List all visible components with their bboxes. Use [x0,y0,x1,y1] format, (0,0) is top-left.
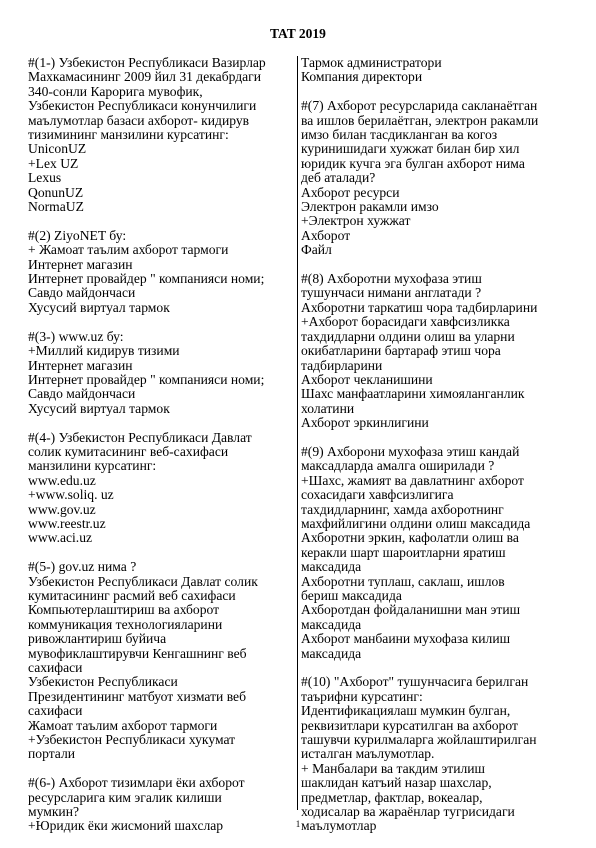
left-column [28,56,296,848]
text-line: имзо билан тасдикланган ва когоз [301,127,498,143]
question-line: #(4-) Узбекистон Республикаси Давлат [28,429,252,445]
text-line: сахифаси [28,703,83,719]
text-line: ресурсларига ким эгалик килиши [28,789,222,805]
text-line: Ахборотни туплаш, саклаш, ишлов [301,573,505,589]
text-line: NormaUZ [28,199,84,215]
text-line: +Миллий кидирув тизими [28,343,180,359]
text-line: максадларда амалга оширилади ? [301,458,495,474]
text-line: +Узбекистон Республикаси хукумат [28,732,236,748]
question-block [28,560,296,762]
text-line: керакли шарт шароитларни яратиш [301,544,506,560]
text-line: QonunUZ [28,184,84,200]
text-line: Ахборот чекланишини [301,371,433,387]
text-line: Ахборотдан фойдаланишни ман этиш [301,602,521,618]
text-line: бериш максадида [301,587,402,603]
text-line: Шахс манфаатларини химояланганлик [301,386,525,402]
text-line: +Электрон хужжат [301,213,411,229]
text-line: Ахборотни эркин, кафолатли олиш ва [301,530,519,546]
question-block [28,56,296,214]
text-line: шаклидан катъий назар шахслар, [301,775,492,791]
text-line: Файл [301,242,332,258]
text-line: максадида [301,559,362,575]
text-line: реквизитлари курсатилган ва ахборот [301,717,518,733]
text-line: Президентининг матбуот хизмати веб [28,688,246,704]
text-line: +Lex UZ [28,155,79,171]
text-line: куринишидаги хужжат билан бир хил [301,141,520,157]
text-line: Узбекистон Республикаси Давлат солик [28,573,258,589]
text-line: Савдо майдончаси [28,386,136,402]
text-line: Электрон ракамли имзо [301,199,439,215]
text-line: Махкамасининг 2009 йил 31 декабрдаги [28,69,262,85]
question-block [301,99,577,257]
text-line: холатини [301,400,355,416]
text-line: исталган маълумотлар. [301,746,435,762]
text-line: www.edu.uz [28,472,96,488]
text-line: маълумотлар [301,818,377,834]
text-line: www.aci.uz [28,530,93,546]
text-line: Ахборотни таркатиш чора тадбирларини [301,299,538,315]
text-line: кумитасининг расмий веб сахифаси [28,587,236,603]
text-line: Ахборот манбаини мухофаза килиш [301,631,511,647]
question-line: #(3-) www.uz бу: [28,328,124,344]
text-line: + Манбалари ва такдим этилиш [301,760,486,776]
text-line: ривожлантириш буйича [28,631,167,647]
text-line: максадида [301,616,362,632]
text-line: Компания директори [301,69,423,85]
text-line: портали [28,746,76,762]
text-line: максадида [301,645,362,661]
question-block [28,330,296,416]
question-line: #(10) "Ахборот" тушунчасига берилган [301,674,529,690]
text-line: ходисалар ва жараёнлар тугрисидаги [301,804,515,820]
question-line: #(2) ZiyoNET бу: [28,227,127,243]
text-line: Савдо майдончаси [28,285,136,301]
text-line: тушунчаси нимани англатади ? [301,285,482,301]
question-block [301,56,577,85]
column-divider [297,56,298,810]
right-column [301,56,577,848]
text-line: мувофиклаштирувчи Кенгашнинг веб [28,645,247,661]
text-line: сохасидаги хавфсизлигига [301,487,454,503]
text-line: тизимининг манзилини курсатинг: [28,127,229,143]
text-line: тадбирларини [301,357,383,373]
text-line: Узбекистон Республикаси [28,674,178,690]
text-line: Lexus [28,170,62,186]
question-block [28,431,296,546]
text-line: тахдидларнинг, хамда ахборотнинг [301,501,504,517]
page-title: TAT 2019 [270,26,326,41]
text-line: Хусусий виртуал тармок [28,400,170,416]
text-line: Интернет магазин [28,256,133,272]
text-line: солик кумитасининг веб-сахифаси [28,443,229,459]
text-line: окибатларини бартараф этиш чора [301,343,501,359]
text-line: www.reestr.uz [28,515,106,531]
text-line: сахифаси [28,660,83,675]
text-line: юридик кучга эга булган ахборот нима [301,155,525,171]
text-line: махфийлигини олдини олиш максадида [301,515,531,531]
text-line: Жамоат таълим ахборот тармоги [28,717,218,733]
text-line: Идентификациялаш мумкин булган, [301,703,511,719]
text-line: Компьютерлаштириш ва ахборот [28,602,220,618]
question-line: #(1-) Узбекистон Республикаси Вазирлар [28,55,266,70]
text-line: Интернет магазин [28,357,133,373]
text-line: тахдидларни олдини олиш ва уларни [301,328,515,344]
text-line: +Ахборот борасидаги хавфсизликка [301,314,510,330]
text-line: Интернет провайдер " компанияси номи; [28,371,265,387]
text-line: Ахборот [301,227,351,243]
text-line: манзилини курсатинг: [28,458,157,474]
text-line: www.gov.uz [28,501,96,517]
question-line: #(7) Ахборот ресурсларида сакланаётган [301,98,538,114]
text-line: +Шахс, жамият ва давлатнинг ахборот [301,472,524,488]
question-block [301,272,577,430]
page-number: 1 [295,819,301,829]
text-line: Интернет провайдер " компанияси номи; [28,271,265,287]
question-line: #(6-) Ахборот тизимлари ёки ахборот [28,775,245,791]
question-line: #(5-) gov.uz нима ? [28,559,137,575]
text-line: мумкин? [28,804,80,820]
text-line: Ахборот ресурси [301,184,400,200]
text-line: ва ишлов берилаётган, электрон ракамли [301,112,539,128]
question-line: Тармок администратори [301,55,442,70]
text-line: предметлар, фактлар, вокеалар, [301,789,483,805]
text-line: 340-сонли Карорига мувофик, [28,83,203,99]
question-block [28,229,296,315]
text-line: маълумотлар базаси ахборот- кидирув [28,112,250,128]
text-line: UniconUZ [28,141,87,157]
text-line: Ахборот эркинлигини [301,415,429,431]
text-line: + Жамоат таълим ахборот тармоги [28,242,229,258]
text-line: деб аталади? [301,170,376,186]
question-block [301,445,577,661]
text-line: +www.soliq. uz [28,487,114,503]
text-line: +Юридик ёки жисмоний шахслар [28,818,224,834]
text-line: Хусусий виртуал тармок [28,299,170,315]
text-line: Узбекистон Республикаси конунчилиги [28,98,257,114]
question-line: #(8) Ахборотни мухофаза этиш [301,271,482,287]
question-block [301,675,577,833]
text-line: таърифни курсатинг: [301,688,423,704]
question-line: #(9) Ахборони мухофаза этиш кандай [301,443,520,459]
text-line: коммуникация технологияларини [28,616,223,632]
text-line: ташувчи курилмаларга жойлаштирилган [301,732,537,748]
